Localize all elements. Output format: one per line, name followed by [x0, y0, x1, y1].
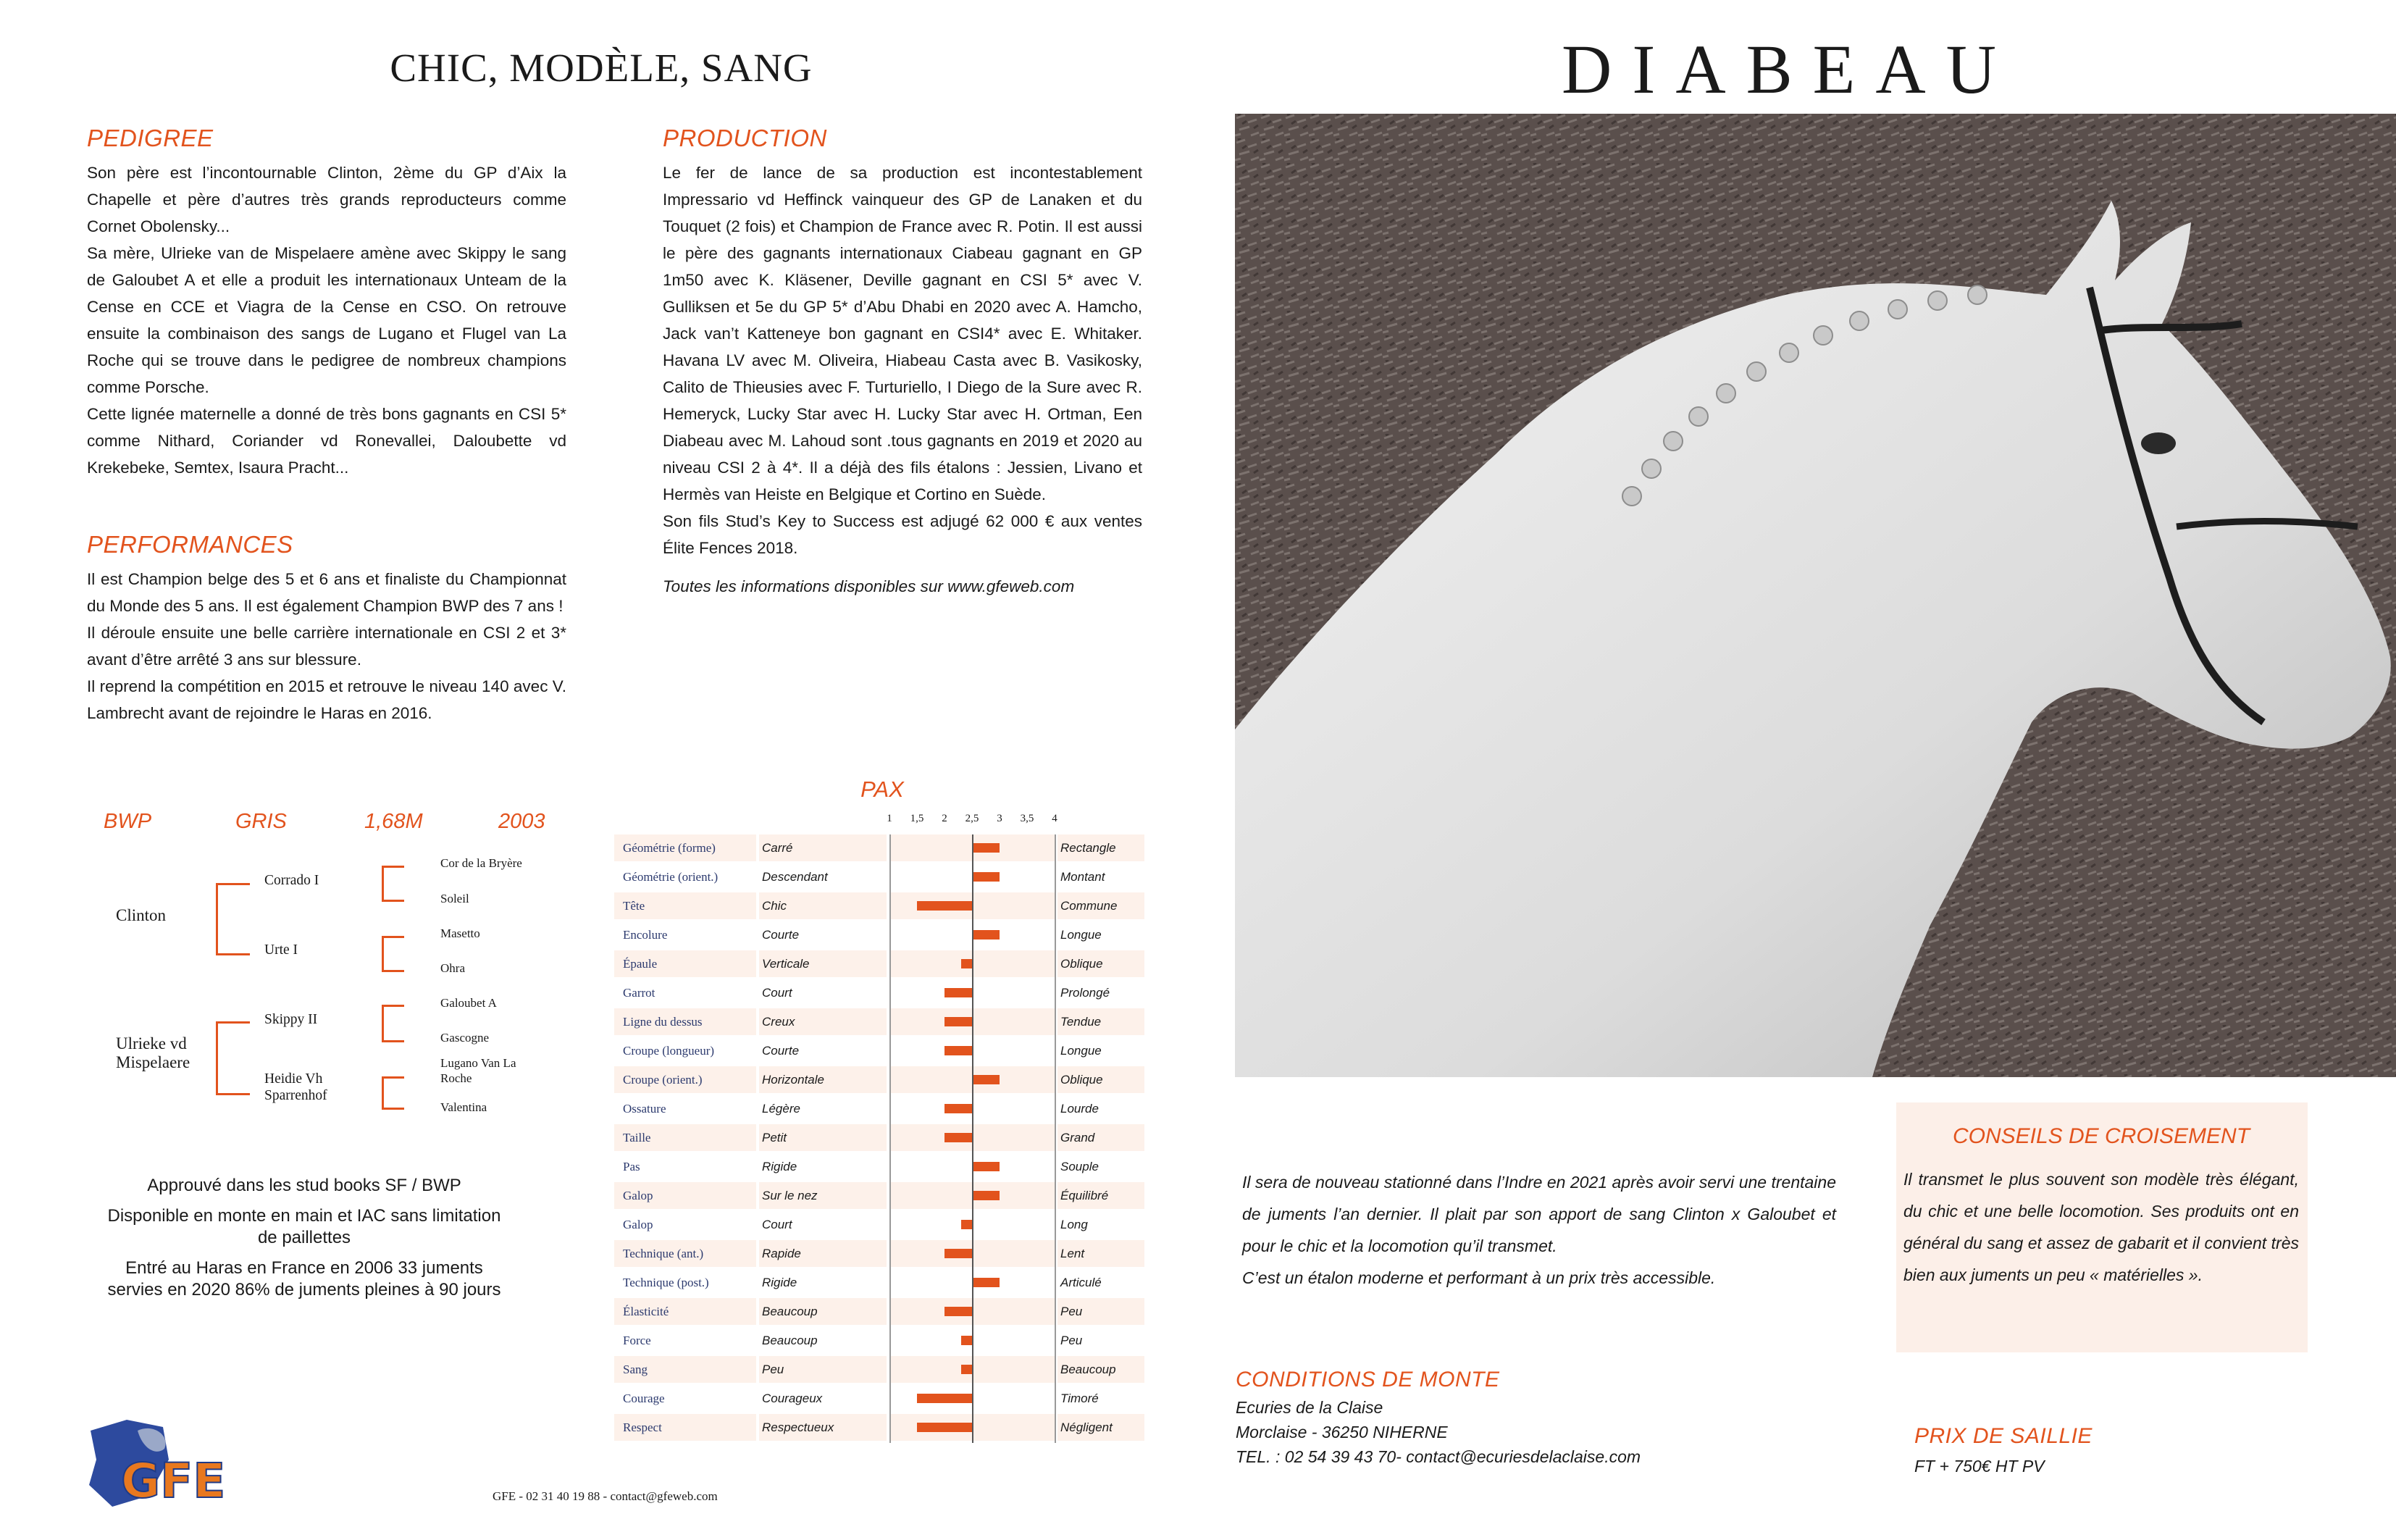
pax-axis-line [1055, 834, 1056, 1443]
performances-paragraph: Il déroule ensuite une belle carrière internationale en CSI 2 et 3* avant d’être arrêté 3 ans sur blessure. [87, 624, 566, 669]
pax-criterion: Élasticité [614, 1298, 756, 1325]
pax-criterion: Taille [614, 1124, 756, 1151]
pax-criterion: Géométrie (orient.) [623, 870, 719, 884]
pax-bar [972, 843, 1000, 853]
production-title: PRODUCTION [663, 125, 827, 151]
pax-bar [944, 1249, 972, 1258]
pax-bar [972, 1278, 1000, 1287]
pax-row [614, 1037, 1144, 1066]
tree-dam: Ulrieke vd Mispelaere [116, 1034, 190, 1071]
pax-bar [972, 1162, 1000, 1171]
logo-text: GFE [121, 1453, 226, 1509]
pax-row [614, 921, 1144, 950]
pax-left-label: Petit [759, 1124, 887, 1151]
pax-right-label: Négligent [1057, 1414, 1144, 1441]
pax-criterion: Courage [623, 1392, 665, 1405]
pax-right-label: Oblique [1057, 1066, 1144, 1093]
prix-title: PRIX DE SAILLIE [1914, 1424, 2093, 1448]
pax-left-label: Sur le nez [759, 1182, 887, 1209]
pax-criterion: Respect [614, 1414, 756, 1441]
performances-paragraph: Il reprend la compétition en 2015 et retrouve le niveau 140 avec V. Lambrecht avant de rejoindre le Haras en 2016. [87, 677, 566, 722]
pax-left-label: Peu [759, 1356, 887, 1383]
tree-ggp: Cor de la Bryère [440, 856, 522, 870]
pax-criterion: Galop [614, 1182, 756, 1209]
pax-row [614, 1153, 1144, 1182]
pax-bar [917, 1423, 972, 1432]
spec-height: 1,68M [364, 810, 423, 833]
pax-row [614, 1211, 1144, 1240]
pax-row [614, 1356, 1144, 1385]
pax-bar [961, 1336, 972, 1345]
production-paragraph: Son fils Stud’s Key to Success est adjugé 62 000 € aux ventes Élite Fences 2018. [663, 512, 1142, 557]
performances-text [87, 566, 566, 727]
pax-criterion: Tête [614, 892, 756, 919]
tree-bracket [216, 1021, 250, 1095]
pax-right-label: Souple [1060, 1160, 1099, 1173]
pedigree-paragraph: Son père est l’incontournable Clinton, 2ème du GP d’Aix la Chapelle et père d’autres très grands reproducteurs comme Cornet Obolensky... [87, 164, 566, 235]
pax-row [614, 863, 1144, 892]
footer-contact: GFE - 02 31 40 19 88 - contact@gfeweb.com [493, 1489, 718, 1503]
tree-ggp: Valentina [440, 1100, 487, 1114]
pax-row [614, 1182, 1144, 1211]
tree-bracket [382, 1076, 404, 1110]
pax-row [614, 1124, 1144, 1153]
spec-year: 2003 [498, 810, 545, 833]
pax-row [614, 1298, 1144, 1327]
description [1242, 1166, 1836, 1294]
pax-right-label: Timoré [1060, 1392, 1099, 1405]
pax-tick-label: 1,5 [910, 813, 924, 824]
pax-right-label: Prolongé [1060, 986, 1110, 1000]
pax-bar [972, 1191, 1000, 1200]
pax-bar [944, 1133, 972, 1142]
pax-bar [944, 1307, 972, 1316]
pax-criterion: Technique (ant.) [614, 1240, 756, 1267]
info-line: Disponible en monte en main et IAC sans limitation de paillettes [107, 1206, 501, 1247]
pax-criterion: Technique (post.) [623, 1276, 709, 1289]
conditions-line: TEL. : 02 54 39 43 70- contact@ecuriesdelaclaise.com [1236, 1447, 1641, 1466]
conseils-text: Il transmet le plus souvent son modèle très élégant, du chic et une belle locomotion. Ses produits ont en général du sang et assez de gabarit et il convient très bien aux juments un peu « matérielles ». [1903, 1170, 2299, 1284]
pax-row [614, 950, 1144, 979]
performances-paragraph: Il est Champion belge des 5 et 6 ans et finaliste du Championnat du Monde des 5 ans. Il est également Champion BWP des 7 ans ! [87, 570, 566, 615]
pax-criterion: Force [623, 1334, 651, 1347]
pax-right-label: Montant [1060, 870, 1105, 884]
pax-criterion: Galop [623, 1218, 653, 1231]
pax-right-label: Articulé [1060, 1276, 1102, 1289]
tree-sire: Clinton [116, 906, 167, 924]
pax-bar [917, 1394, 972, 1403]
pax-row [614, 1240, 1144, 1269]
info-line: Entré au Haras en France en 2006 33 juments servies en 2020 86% de juments pleines à 90 jours [107, 1258, 501, 1300]
pax-left-label: Rigide [762, 1276, 797, 1289]
pedigree-title: PEDIGREE [87, 125, 214, 151]
pax-left-label: Carré [759, 834, 887, 861]
pedigree-paragraph: Sa mère, Ulrieke van de Mispelaere amène avec Skippy le sang de Galoubet A et elle a produit les internationaux Unteam de la Cense en CCE et Viagra de la Cense en CSO. On retrouve ensuite la combinaison des sangs de Lugano et Flugel van La Roche qui se trouve dans le pedigree de nombreux champions comme Porsche. [87, 244, 566, 396]
pax-left-label: Verticale [759, 950, 887, 977]
pedigree-paragraph: Cette lignée maternelle a donné de très bons gagnants en CSI 5* comme Nithard, Coriander vd Ronevallei, Daloubette vd Krekebeke, Semtex, Isaura Pracht... [87, 405, 566, 477]
pax-right-label: Long [1060, 1218, 1088, 1231]
pax-left-label: Descendant [762, 870, 828, 884]
pax-left-label: Courte [762, 928, 800, 942]
pax-bar [917, 901, 972, 911]
pax-left-label: Chic [759, 892, 887, 919]
pax-criterion: Ligne du dessus [614, 1008, 756, 1035]
prix-section [1914, 1424, 2291, 1483]
pax-criterion: Pas [623, 1160, 640, 1173]
pax-row [614, 1269, 1144, 1298]
pedigree-section [87, 125, 566, 481]
pax-left-label: Beaucoup [762, 1334, 818, 1347]
pax-left-label: Rapide [759, 1240, 887, 1267]
pax-criterion: Garrot [623, 986, 655, 1000]
pax-bar [961, 959, 972, 968]
horse-photo [1235, 114, 2396, 1077]
pax-right-label: Commune [1057, 892, 1144, 919]
tree-sire-sire: Corrado I [264, 873, 319, 888]
tree-dam-sire: Skippy II [264, 1012, 318, 1027]
conseils-box [1896, 1102, 2308, 1352]
pax-row [614, 1385, 1144, 1414]
pax-row [614, 1327, 1144, 1356]
pax-right-label: Lent [1057, 1240, 1144, 1267]
production-note: Toutes les informations disponibles sur www.gfeweb.com [663, 577, 1075, 595]
gfe-logo-icon [83, 1416, 257, 1518]
pax-criterion: Croupe (orient.) [614, 1066, 756, 1093]
description-paragraph: C’est un étalon moderne et performant à un prix très accessible. [1242, 1268, 1716, 1287]
page-title: CHIC, MODÈLE, SANG [390, 46, 813, 90]
tree-bracket [382, 1005, 404, 1042]
pax-right-label: Longue [1060, 1044, 1102, 1058]
pax-bar [961, 1365, 972, 1374]
pax-left-label: Courageux [762, 1392, 823, 1405]
pax-axis-line [972, 834, 973, 1443]
pax-criterion: Sang [614, 1356, 756, 1383]
spec-color: GRIS [235, 810, 287, 833]
gfe-logo [83, 1416, 257, 1518]
pax-right-label: Équilibré [1057, 1182, 1144, 1209]
tree-bracket [216, 883, 250, 955]
tree-bracket [382, 866, 404, 902]
pax-row [614, 1414, 1144, 1443]
pax-right-label: Lourde [1060, 1102, 1099, 1116]
pax-bar [961, 1220, 972, 1229]
pax-row [614, 892, 1144, 921]
pax-right-label: Longue [1060, 928, 1102, 942]
pax-row [614, 1066, 1144, 1095]
tree-ggp: Lugano Van La Roche [440, 1056, 516, 1085]
tree-ggp: Soleil [440, 892, 469, 905]
production-text [663, 159, 1142, 561]
pax-criterion: Géométrie (forme) [614, 834, 756, 861]
pax-axis-line [889, 834, 891, 1443]
pax-row [614, 979, 1144, 1008]
conseils-title: CONSEILS DE CROISEMENT [1952, 1124, 2250, 1148]
tree-sire-dam: Urte I [264, 942, 298, 958]
conditions-line: Morclaise - 36250 NIHERNE [1236, 1423, 1448, 1441]
pax-bar [972, 1075, 1000, 1084]
spec-studbook: BWP [104, 810, 152, 833]
pax-tick-label: 1 [887, 813, 892, 824]
pax-tick-label: 2,5 [965, 813, 979, 824]
pax-criterion: Encolure [623, 928, 668, 942]
pax-bar [972, 872, 1000, 882]
performances-section [87, 531, 566, 727]
pax-right-label: Rectangle [1057, 834, 1144, 861]
pax-left-label: Courte [762, 1044, 800, 1058]
production-section [663, 125, 1142, 596]
pax-tick-label: 2 [942, 813, 947, 824]
pax-bar [972, 930, 1000, 940]
pax-right-label: Peu [1060, 1334, 1083, 1347]
pax-bar [944, 1046, 972, 1055]
pax-left-label: Creux [759, 1008, 887, 1035]
tree-ggp: Ohra [440, 961, 465, 975]
info-line: Approuvé dans les stud books SF / BWP [147, 1176, 461, 1195]
tree-ggp: Gascogne [440, 1031, 490, 1045]
tree-ggp: Galoubet A [440, 996, 497, 1010]
horse-photo-image [1235, 114, 2396, 1077]
pax-row [614, 834, 1144, 863]
pax-bar [944, 988, 972, 997]
pax-row [614, 1008, 1144, 1037]
performances-title: PERFORMANCES [87, 531, 293, 558]
pax-right-label: Tendue [1057, 1008, 1144, 1035]
pax-criterion: Croupe (longueur) [623, 1044, 715, 1058]
pax-left-label: Horizontale [759, 1066, 887, 1093]
pax-criterion: Ossature [623, 1102, 666, 1116]
pax-tick-label: 4 [1052, 813, 1057, 824]
horse-name: DIABEAU [1562, 30, 2016, 108]
pax-bar [944, 1104, 972, 1113]
pax-title: PAX [860, 777, 904, 802]
pax-left-label: Respectueux [759, 1414, 887, 1441]
production-paragraph: Le fer de lance de sa production est incontestablement Impressario vd Heffinck vainqueur des GP de Lanaken et du Touquet (2 fois) et Champion de France avec R. Potin. Il est aussi le père des gagnants internationaux Ciabeau gagnant en GP 1m50 avec K. Kläsener, Deville gagnant en CSI 5* avec V. Gulliksen et 5e du GP 5* d’Abu Dhabi en 2020 avec A. Hamcho, Jack van’t Katteneye bon gagnant en CSI4* avec E. Whitaker. Havana LV avec M. Oliveira, Hiabeau Casta avec B. Vasikosky, Calito de Thieusies avec F. Turturiello, I Diego de la Sure avec R. Hemeryck, Lucky Star avec H. Lucky Star avec H. Ortman, Een Diabeau avec M. Lahoud sont .tous gagnants en 2019 et 2020 au niveau CSI 2 à 4*. Il a déjà des fils étalons : Jessien, Livano et Hermès van Heiste en Belgique et Cortino en Suède. [663, 164, 1142, 503]
pax-right-label: Beaucoup [1057, 1356, 1144, 1383]
pax-tick-label: 3,5 [1020, 813, 1034, 824]
pax-row [614, 1095, 1144, 1124]
pax-left-label: Légère [762, 1102, 800, 1116]
conditions-title: CONDITIONS DE MONTE [1236, 1368, 1500, 1392]
pax-right-label: Grand [1057, 1124, 1144, 1151]
prix-value: FT + 750€ HT PV [1914, 1457, 2045, 1476]
tree-bracket [382, 936, 404, 972]
pax-right-label: Oblique [1057, 950, 1144, 977]
conditions-line: Ecuries de la Claise [1236, 1398, 1383, 1417]
tree-dam-dam: Heidie Vh Sparrenhof [264, 1071, 327, 1103]
pedigree-text [87, 159, 566, 481]
pax-bar [944, 1017, 972, 1026]
conditions-section [1236, 1368, 1786, 1469]
pax-left-label: Court [762, 1218, 792, 1231]
pax-right-label: Peu [1057, 1298, 1144, 1325]
pax-left-label: Court [762, 986, 792, 1000]
approval-info [101, 1175, 507, 1310]
description-paragraph: Il sera de nouveau stationné dans l’Indre en 2021 après avoir servi une trentaine de juments l’an dernier. Il plait par son apport de sang Clinton x Galoubet et pour le chic et la locomotion qu’il transmet. [1242, 1173, 1836, 1255]
pax-left-label: Beaucoup [759, 1298, 887, 1325]
pax-tick-label: 3 [997, 813, 1002, 824]
pax-criterion: Épaule [614, 950, 756, 977]
tree-ggp: Masetto [440, 926, 480, 940]
pax-left-label: Rigide [762, 1160, 797, 1173]
